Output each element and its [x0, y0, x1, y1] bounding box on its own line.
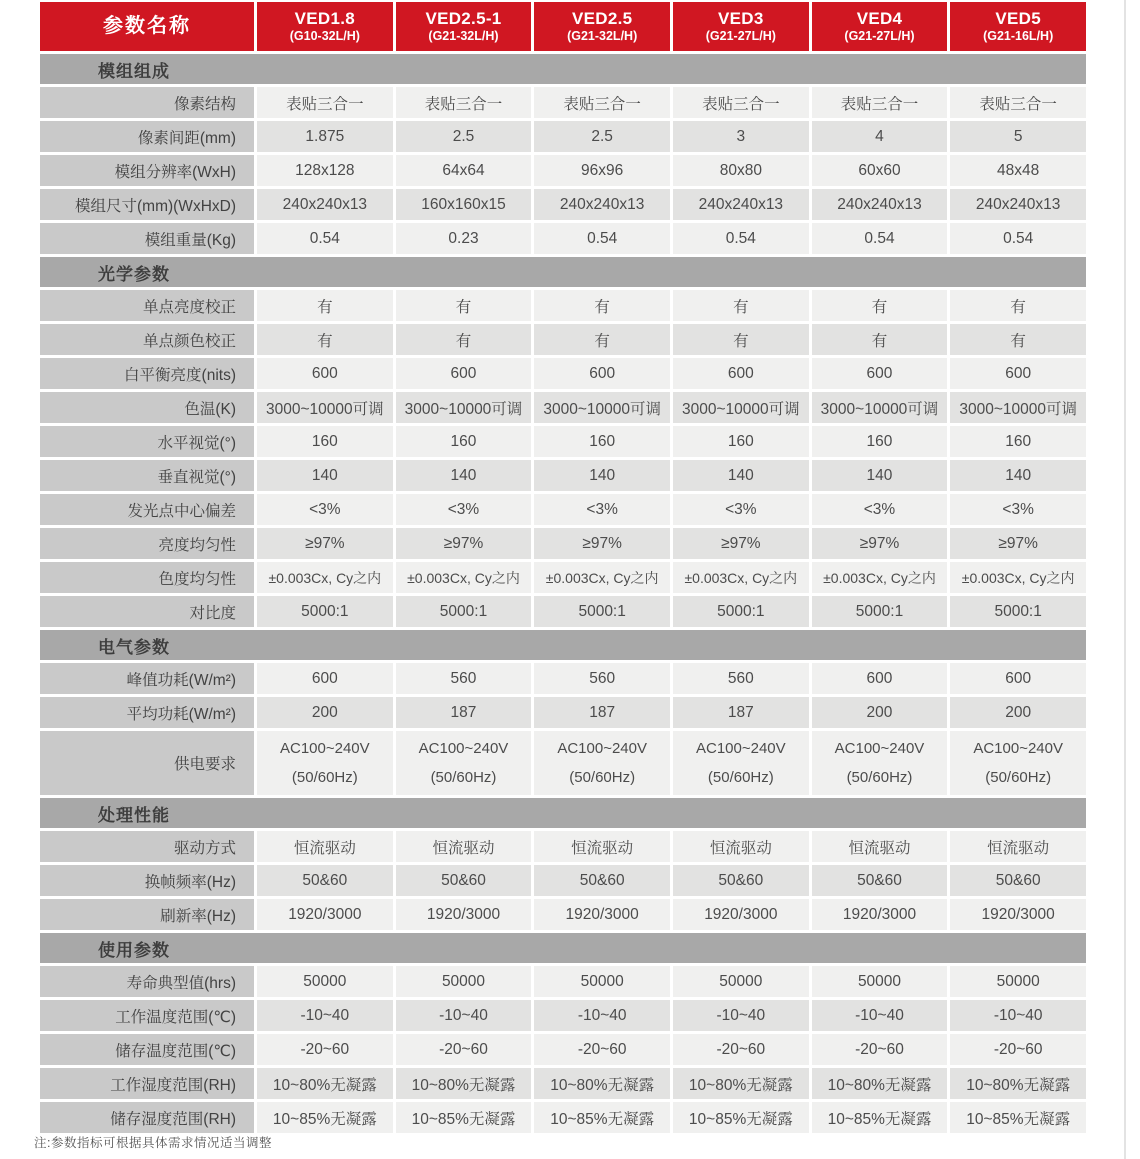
spec-row-label: 单点亮度校正 [40, 290, 254, 321]
spec-row-label: 单点颜色校正 [40, 324, 254, 355]
spec-value-cell: -10~40 [673, 1000, 809, 1031]
spec-value-cell: 200 [950, 697, 1086, 728]
spec-value-cell: 140 [396, 460, 532, 491]
footnote: 注:参数指标可根据具体需求情况适当调整 [34, 1136, 272, 1150]
spec-row-label: 工作湿度范围(RH) [40, 1068, 254, 1099]
spec-value-cell: 50000 [534, 966, 670, 997]
spec-value-cell: ≥97% [812, 528, 948, 559]
spec-value-cell: 表贴三合一 [534, 87, 670, 118]
spec-row-label: 峰值功耗(W/m²) [40, 663, 254, 694]
spec-value-cell: 有 [950, 324, 1086, 355]
spec-value-cell: 140 [950, 460, 1086, 491]
spec-row-label: 亮度均匀性 [40, 528, 254, 559]
spec-value-cell: 560 [673, 663, 809, 694]
spec-value-cell: 600 [534, 358, 670, 389]
spec-value-cell: 140 [534, 460, 670, 491]
spec-value-cell: 表贴三合一 [673, 87, 809, 118]
spec-value-cell: 5 [950, 121, 1086, 152]
spec-value-line: AC100~240V [834, 740, 925, 757]
spec-value-cell: 50&60 [396, 865, 532, 896]
spec-value-cell: 10~85%无凝露 [396, 1102, 532, 1133]
spec-row-label: 换帧频率(Hz) [40, 865, 254, 896]
spec-value-cell: 有 [257, 290, 393, 321]
section-header: 光学参数 [40, 257, 1086, 287]
spec-value-line: AC100~240V [418, 740, 509, 757]
spec-row-label: 像素结构 [40, 87, 254, 118]
spec-value-cell: 160 [396, 426, 532, 457]
spec-value-cell: ±0.003Cx, Cy之内 [950, 562, 1086, 593]
spec-value-cell: 2.5 [534, 121, 670, 152]
spec-value-cell: <3% [673, 494, 809, 525]
spec-value-cell: 240x240x13 [812, 189, 948, 220]
spec-value-cell: 有 [396, 324, 532, 355]
spec-row-label: 模组重量(Kg) [40, 223, 254, 254]
spec-value-cell [812, 731, 948, 795]
spec-value-cell: 10~80%无凝露 [812, 1068, 948, 1099]
spec-value-cell: 5000:1 [673, 596, 809, 627]
spec-value-cell: 600 [396, 358, 532, 389]
spec-value-cell: 有 [812, 290, 948, 321]
spec-value-cell: 160x160x15 [396, 189, 532, 220]
spec-value-cell: 240x240x13 [673, 189, 809, 220]
spec-value-cell: ≥97% [950, 528, 1086, 559]
spec-value-cell: 5000:1 [257, 596, 393, 627]
spec-row-label: 色温(K) [40, 392, 254, 423]
spec-value-line: (50/60Hz) [430, 769, 497, 786]
spec-value-cell: 有 [396, 290, 532, 321]
spec-value-cell: 160 [257, 426, 393, 457]
spec-value-cell: -10~40 [396, 1000, 532, 1031]
spec-value-cell: ±0.003Cx, Cy之内 [673, 562, 809, 593]
spec-value-cell: 48x48 [950, 155, 1086, 186]
spec-value-cell: <3% [950, 494, 1086, 525]
spec-value-cell: 2.5 [396, 121, 532, 152]
spec-value-cell: 有 [812, 324, 948, 355]
spec-value-cell: 恒流驱动 [950, 831, 1086, 862]
spec-value-cell: 240x240x13 [950, 189, 1086, 220]
spec-value-line: AC100~240V [557, 740, 647, 757]
spec-value-cell: 600 [257, 358, 393, 389]
spec-value-cell: 有 [257, 324, 393, 355]
spec-value-cell: 50000 [257, 966, 393, 997]
spec-row-label: 工作温度范围(℃) [40, 1000, 254, 1031]
spec-value-cell: 80x80 [673, 155, 809, 186]
spec-row-label: 水平视觉(°) [40, 426, 254, 457]
spec-value-cell: -20~60 [257, 1034, 393, 1065]
spec-row-label: 驱动方式 [40, 831, 254, 862]
spec-row-label: 寿命典型值(hrs) [40, 966, 254, 997]
spec-value-cell: 1920/3000 [812, 899, 948, 930]
spec-value-cell: ±0.003Cx, Cy之内 [257, 562, 393, 593]
spec-value-cell: 0.23 [396, 223, 532, 254]
model-name: VED2.5-1 [425, 9, 502, 29]
spec-value-cell: ≥97% [534, 528, 670, 559]
spec-value-cell: 200 [257, 697, 393, 728]
spec-value-cell: 160 [534, 426, 670, 457]
spec-value-cell: 10~80%无凝露 [673, 1068, 809, 1099]
spec-value-line: (50/60Hz) [291, 769, 358, 786]
spec-value-cell: 恒流驱动 [396, 831, 532, 862]
spec-value-cell: 240x240x13 [534, 189, 670, 220]
spec-value-cell: 表贴三合一 [396, 87, 532, 118]
spec-value-cell: 5000:1 [396, 596, 532, 627]
spec-value-cell: <3% [257, 494, 393, 525]
spec-value-cell: 1920/3000 [534, 899, 670, 930]
spec-value-cell: 200 [812, 697, 948, 728]
spec-value-cell: 10~80%无凝露 [257, 1068, 393, 1099]
spec-value-cell: ≥97% [673, 528, 809, 559]
spec-value-cell: 160 [950, 426, 1086, 457]
spec-value-cell: 表贴三合一 [950, 87, 1086, 118]
spec-value-cell: 3 [673, 121, 809, 152]
spec-value-line: (50/60Hz) [569, 769, 636, 786]
spec-table [40, 2, 1086, 1133]
model-column-header [950, 2, 1086, 51]
params-header-cell: 参数名称 [40, 2, 254, 51]
spec-row-label: 色度均匀性 [40, 562, 254, 593]
spec-value-cell: 3000~10000可调 [396, 392, 532, 423]
spec-value-cell: 96x96 [534, 155, 670, 186]
spec-value-cell: 187 [673, 697, 809, 728]
section-header: 电气参数 [40, 630, 1086, 660]
spec-value-cell: 50&60 [812, 865, 948, 896]
spec-value-cell: 600 [257, 663, 393, 694]
spec-value-cell: 160 [673, 426, 809, 457]
spec-value-cell: 140 [812, 460, 948, 491]
spec-value-cell: 0.54 [257, 223, 393, 254]
spec-value-cell: 1920/3000 [257, 899, 393, 930]
model-code: (G21-27L/H) [705, 29, 776, 44]
spec-value-cell: ±0.003Cx, Cy之内 [396, 562, 532, 593]
spec-value-cell: -20~60 [673, 1034, 809, 1065]
spec-value-cell: 187 [396, 697, 532, 728]
spec-value-line: AC100~240V [696, 740, 786, 757]
spec-value-cell: 0.54 [534, 223, 670, 254]
spec-value-cell: ≥97% [396, 528, 532, 559]
spec-row-label: 供电要求 [40, 731, 254, 795]
spec-value-cell: 有 [673, 324, 809, 355]
model-code: (G21-27L/H) [844, 29, 915, 44]
model-column-header [257, 2, 393, 51]
page-edge-divider [1124, 0, 1126, 1159]
section-header: 处理性能 [40, 798, 1086, 828]
spec-value-cell [534, 731, 670, 795]
spec-value-cell: 50000 [673, 966, 809, 997]
spec-row-label: 垂直视觉(°) [40, 460, 254, 491]
spec-value-cell: 10~85%无凝露 [812, 1102, 948, 1133]
spec-value-cell: <3% [812, 494, 948, 525]
spec-value-cell: 50&60 [950, 865, 1086, 896]
model-name: VED4 [856, 9, 903, 29]
spec-value-cell: 0.54 [812, 223, 948, 254]
spec-value-cell: 64x64 [396, 155, 532, 186]
spec-value-cell: -10~40 [950, 1000, 1086, 1031]
spec-value-cell: 有 [673, 290, 809, 321]
spec-value-cell: 187 [534, 697, 670, 728]
spec-value-cell: 60x60 [812, 155, 948, 186]
model-column-header [534, 2, 670, 51]
spec-value-cell: 160 [812, 426, 948, 457]
spec-value-cell: 有 [534, 324, 670, 355]
spec-value-cell: 600 [950, 358, 1086, 389]
spec-value-cell: -10~40 [534, 1000, 670, 1031]
spec-value-cell: 10~85%无凝露 [257, 1102, 393, 1133]
spec-value-cell: 50&60 [673, 865, 809, 896]
spec-value-cell: 10~85%无凝露 [673, 1102, 809, 1133]
spec-value-line: (50/60Hz) [985, 769, 1052, 786]
spec-row-label: 储存温度范围(℃) [40, 1034, 254, 1065]
model-name: VED2.5 [571, 9, 633, 29]
spec-value-cell: 600 [812, 358, 948, 389]
spec-value-cell: 1920/3000 [950, 899, 1086, 930]
spec-row-label: 刷新率(Hz) [40, 899, 254, 930]
spec-value-cell: 恒流驱动 [257, 831, 393, 862]
spec-value-cell: -20~60 [396, 1034, 532, 1065]
spec-value-cell: 140 [673, 460, 809, 491]
spec-value-cell: -20~60 [950, 1034, 1086, 1065]
spec-value-cell: 3000~10000可调 [534, 392, 670, 423]
spec-value-cell: 10~80%无凝露 [950, 1068, 1086, 1099]
model-code: (G10-32L/H) [289, 29, 360, 44]
spec-value-cell: 0.54 [950, 223, 1086, 254]
spec-value-cell: 50000 [950, 966, 1086, 997]
spec-value-cell: <3% [534, 494, 670, 525]
spec-value-cell: 600 [950, 663, 1086, 694]
spec-value-cell: 5000:1 [812, 596, 948, 627]
spec-value-cell: -20~60 [812, 1034, 948, 1065]
model-code: (G21-32L/H) [567, 29, 638, 44]
model-code: (G21-16L/H) [983, 29, 1054, 44]
model-column-header [673, 2, 809, 51]
model-column-header [396, 2, 532, 51]
spec-value-cell: -10~40 [812, 1000, 948, 1031]
spec-value-cell [673, 731, 809, 795]
spec-value-cell: 140 [257, 460, 393, 491]
spec-value-line: AC100~240V [280, 740, 370, 757]
spec-row-label: 模组分辨率(WxH) [40, 155, 254, 186]
spec-value-line: (50/60Hz) [846, 769, 913, 786]
spec-row-label: 对比度 [40, 596, 254, 627]
spec-value-cell: 4 [812, 121, 948, 152]
spec-value-cell: -10~40 [257, 1000, 393, 1031]
spec-value-cell: 恒流驱动 [673, 831, 809, 862]
spec-value-cell: 600 [812, 663, 948, 694]
spec-value-cell: 10~85%无凝露 [950, 1102, 1086, 1133]
spec-value-cell: 有 [950, 290, 1086, 321]
spec-value-cell [950, 731, 1086, 795]
spec-row-label: 储存湿度范围(RH) [40, 1102, 254, 1133]
spec-value-cell: 10~80%无凝露 [396, 1068, 532, 1099]
spec-value-cell: 表贴三合一 [812, 87, 948, 118]
spec-value-cell: 10~80%无凝露 [534, 1068, 670, 1099]
spec-value-cell: 恒流驱动 [534, 831, 670, 862]
spec-value-cell: 1920/3000 [673, 899, 809, 930]
spec-value-line: AC100~240V [973, 740, 1063, 757]
spec-value-cell: <3% [396, 494, 532, 525]
spec-value-cell: 5000:1 [534, 596, 670, 627]
spec-row-label: 模组尺寸(mm)(WxHxD) [40, 189, 254, 220]
spec-row-label: 像素间距(mm) [40, 121, 254, 152]
spec-value-cell [257, 731, 393, 795]
model-name: VED1.8 [294, 9, 356, 29]
spec-value-cell: 240x240x13 [257, 189, 393, 220]
spec-value-cell: 0.54 [673, 223, 809, 254]
spec-value-cell: -20~60 [534, 1034, 670, 1065]
spec-value-cell: 有 [534, 290, 670, 321]
spec-value-cell: ±0.003Cx, Cy之内 [534, 562, 670, 593]
spec-value-cell: 50000 [812, 966, 948, 997]
spec-value-cell: 3000~10000可调 [812, 392, 948, 423]
spec-value-cell: 50&60 [257, 865, 393, 896]
spec-value-cell: 3000~10000可调 [950, 392, 1086, 423]
spec-value-cell: ≥97% [257, 528, 393, 559]
spec-value-cell: 600 [673, 358, 809, 389]
spec-value-cell: 恒流驱动 [812, 831, 948, 862]
spec-value-cell: 10~85%无凝露 [534, 1102, 670, 1133]
spec-value-cell: 50&60 [534, 865, 670, 896]
spec-value-cell: 1.875 [257, 121, 393, 152]
spec-value-cell: 560 [396, 663, 532, 694]
model-name: VED3 [718, 9, 764, 29]
model-name: VED5 [995, 9, 1041, 29]
model-code: (G21-32L/H) [428, 29, 499, 44]
spec-value-cell: 3000~10000可调 [673, 392, 809, 423]
spec-value-cell: 50000 [396, 966, 532, 997]
spec-value-cell: 3000~10000可调 [257, 392, 393, 423]
spec-row-label: 发光点中心偏差 [40, 494, 254, 525]
spec-row-label: 平均功耗(W/m²) [40, 697, 254, 728]
spec-value-cell: 560 [534, 663, 670, 694]
section-header: 模组组成 [40, 54, 1086, 84]
spec-value-cell [396, 731, 532, 795]
spec-value-cell: ±0.003Cx, Cy之内 [812, 562, 948, 593]
spec-row-label: 白平衡亮度(nits) [40, 358, 254, 389]
spec-value-cell: 表贴三合一 [257, 87, 393, 118]
spec-value-cell: 1920/3000 [396, 899, 532, 930]
section-header: 使用参数 [40, 933, 1086, 963]
spec-value-cell: 5000:1 [950, 596, 1086, 627]
spec-value-line: (50/60Hz) [707, 769, 774, 786]
model-column-header [812, 2, 948, 51]
spec-value-cell: 128x128 [257, 155, 393, 186]
